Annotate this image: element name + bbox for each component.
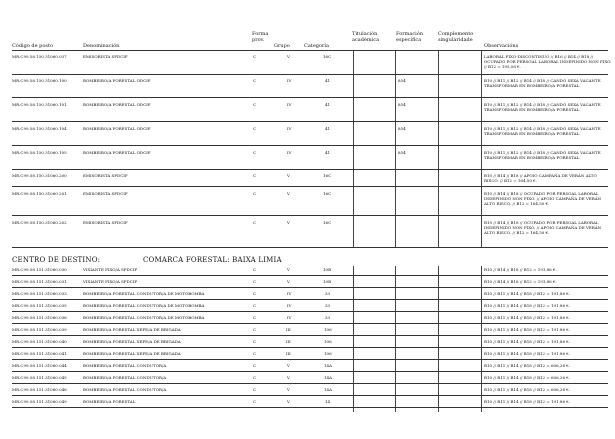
row-rule bbox=[12, 97, 608, 98]
cell-code: MR.C99.58.150.31060.202 bbox=[12, 220, 67, 225]
row-rule bbox=[12, 287, 608, 288]
cell-denominacion: BOMBEIRO/A FORESTAL XEFE/A DE BRIGADA bbox=[83, 351, 181, 356]
cell-categoria: 41 bbox=[325, 150, 331, 155]
row-rule bbox=[12, 169, 608, 170]
cell-denominacion: BOMBEIRO/A FORESTAL CONDUTOR/A DE MOTOBOMBA bbox=[83, 303, 205, 308]
header-formacion: Formación específica bbox=[396, 31, 423, 43]
cell-grupo: IV bbox=[287, 291, 292, 296]
row-rule bbox=[12, 247, 608, 248]
cell-categoria: 14 bbox=[325, 399, 331, 404]
row-rule bbox=[12, 275, 608, 276]
cell-denominacion: BOMBEIRO/A FORESTAL ODCIF bbox=[83, 78, 151, 83]
column-divider bbox=[438, 51, 439, 247]
cell-categoria: 16C bbox=[323, 54, 332, 59]
cell-code: MR.C99.58.151.31060.046 bbox=[12, 387, 67, 392]
cell-categoria: 14A bbox=[324, 375, 332, 380]
cell-forma: C bbox=[253, 150, 257, 155]
cell-categoria: 10B bbox=[323, 267, 332, 272]
cell-observacions: B10 // B11 // B14 // B18 // B12 = 191,86 €. bbox=[484, 399, 571, 404]
row-rule bbox=[12, 383, 608, 384]
cell-grupo: IV bbox=[287, 102, 292, 107]
header-categoria: Categoría bbox=[304, 43, 329, 49]
cell-grupo: V bbox=[287, 54, 290, 59]
cell-denominacion: BOMBEIRO/A FORESTAL ODCIF bbox=[83, 102, 151, 107]
cell-code: MR.C99.58.150.31060.200 bbox=[12, 173, 67, 178]
cell-code: MR.C99.58.151.31060.049 bbox=[12, 399, 67, 404]
header-titulacion: Titulación académica bbox=[352, 31, 380, 43]
cell-observacions: B10 // B11 // B14 // B18 // B12 = 191,86 €. bbox=[484, 315, 571, 320]
cell-grupo: V bbox=[287, 173, 290, 178]
cell-categoria: 106 bbox=[324, 339, 332, 344]
cell-denominacion: VIXIANTE FIXO/A SPDCIF bbox=[83, 267, 138, 272]
cell-forma: C bbox=[253, 267, 257, 272]
cell-grupo: V bbox=[287, 279, 290, 284]
cell-observacions: B10 // B14 // B18 // OCUPADO POR PERSOAL LABORAL INDEFINIDO NON FIXO. // APOIO CAMPAÑA DE VERÁN ALTO RISCO. // B12 = 164,50 €. bbox=[484, 191, 602, 206]
cell-grupo: III bbox=[286, 339, 291, 344]
column-divider bbox=[395, 51, 396, 247]
cell-code: MR.C99.58.151.31060.031 bbox=[12, 279, 67, 284]
row-rule bbox=[12, 311, 608, 312]
row-rule bbox=[12, 215, 608, 216]
cell-denominacion: BOMBEIRO/A FORESTAL ODCIF bbox=[83, 126, 151, 131]
cell-forma: C bbox=[253, 126, 257, 131]
row-rule bbox=[12, 299, 608, 300]
cell-code: MR.C99.58.151.31060.040 bbox=[12, 339, 67, 344]
cell-formacion: 854 bbox=[398, 150, 406, 155]
cell-grupo: III bbox=[286, 351, 291, 356]
cell-categoria: 33 bbox=[325, 315, 331, 320]
cell-forma: C bbox=[253, 220, 257, 225]
row-rule bbox=[12, 359, 608, 360]
cell-observacions: B10 // B11 // B14 // B18 // B12 = 191,86 €. bbox=[484, 327, 571, 332]
cell-grupo: V bbox=[287, 363, 290, 368]
cell-categoria: 106 bbox=[324, 351, 332, 356]
cell-categoria: 41 bbox=[325, 102, 331, 107]
cell-forma: C bbox=[253, 363, 257, 368]
header-codigo: Código de posto bbox=[12, 43, 53, 49]
cell-forma: C bbox=[253, 102, 257, 107]
cell-code: MR.C99.58.150.31060.201 bbox=[12, 191, 67, 196]
cell-forma: C bbox=[253, 54, 257, 59]
cell-code: MR.C99.58.151.31060.036 bbox=[12, 315, 67, 320]
cell-code: MR.C99.58.151.31060.039 bbox=[12, 327, 67, 332]
cell-denominacion: EMISORISTA SPDCIF bbox=[83, 173, 128, 178]
column-divider bbox=[481, 51, 482, 247]
row-rule bbox=[12, 371, 608, 372]
header-complemento: Complemento singularidade bbox=[438, 31, 474, 43]
cell-grupo: IV bbox=[287, 150, 292, 155]
cell-observacions: B10 // B11 // B12 // B14 // B18 // CANDO SEXA VACANTE TRANSFORMAR EN BOMBEIRO/A FORESTAL. bbox=[484, 102, 601, 112]
cell-forma: C bbox=[253, 191, 257, 196]
cell-denominacion: BOMBEIRO/A FORESTAL XEFE/A DE BRIGADA bbox=[83, 327, 181, 332]
cell-code: MR.C99.58.150.31060.037 bbox=[12, 54, 67, 59]
row-rule bbox=[12, 335, 608, 336]
cell-forma: C bbox=[253, 399, 257, 404]
centro-destino-value: COMARCA FORESTAL: BAIXA LIMIA bbox=[143, 256, 282, 264]
cell-forma: C bbox=[253, 387, 257, 392]
cell-denominacion: BOMBEIRO/A FORESTAL CONDUTOR/A DE MOTOBOMBA bbox=[83, 291, 205, 296]
header-rule bbox=[12, 50, 608, 51]
cell-grupo: IV bbox=[287, 315, 292, 320]
cell-code: MR.C99.58.150.31060.100 bbox=[12, 78, 67, 83]
header-grupo: Grupo bbox=[274, 43, 290, 49]
cell-code: MR.C99.58.151.31060.033 bbox=[12, 291, 67, 296]
cell-observacions: B10 // B14 // B18 // B12 = 191,86 €. bbox=[484, 279, 557, 284]
cell-categoria: 33 bbox=[325, 291, 331, 296]
header-forma-prov: Forma prov. bbox=[252, 31, 269, 43]
cell-code: MR.C99.58.151.31060.030 bbox=[12, 267, 67, 272]
cell-formacion: 854 bbox=[398, 102, 406, 107]
cell-categoria: 16C bbox=[323, 220, 332, 225]
cell-code: MR.C99.58.150.31060.104 bbox=[12, 126, 67, 131]
cell-observacions: B10 // B11 // B12 // B14 // B18 // CANDO SEXA VACANTE TRANSFORMAR EN BOMBEIRO/A FORESTAL. bbox=[484, 78, 601, 88]
cell-forma: C bbox=[253, 375, 257, 380]
cell-grupo: V bbox=[287, 399, 290, 404]
cell-categoria: 41 bbox=[325, 78, 331, 83]
cell-observacions: B10 // B14 // B18 // OCUPADO POR PERSOAL LABORAL INDEFINIDO NON FIXO. // APOIO CAMPAÑA DE VERÁN ALTO RISCO. // B12 = 164,50 €. bbox=[484, 220, 602, 235]
cell-code: MR.C99.58.150.31060.105 bbox=[12, 150, 67, 155]
cell-denominacion: EMISORISTA SPDCIF bbox=[83, 54, 128, 59]
cell-observacions: B10 // B14 // B18 // B12 = 191,86 €. bbox=[484, 267, 557, 272]
cell-grupo: V bbox=[287, 375, 290, 380]
cell-grupo: V bbox=[287, 220, 290, 225]
cell-forma: C bbox=[253, 303, 257, 308]
cell-forma: C bbox=[253, 315, 257, 320]
cell-observacions: B10 // B11 // B12 // B14 // B18 // CANDO SEXA VACANTE TRANSFORMAR EN BOMBEIRO/A FORESTAL. bbox=[484, 150, 601, 160]
row-rule bbox=[12, 395, 608, 396]
cell-categoria: 16C bbox=[323, 191, 332, 196]
cell-observacions: B10 // B14 // B18 // APOIO CAMPAÑA DE VERÁN ALTO RISCO. // B12 = 164,50 €. bbox=[484, 173, 597, 183]
centro-destino-label: CENTRO DE DESTINO: bbox=[12, 256, 101, 264]
cell-grupo: IV bbox=[287, 303, 292, 308]
cell-denominacion: EMISORISTA SPDCIF bbox=[83, 220, 128, 225]
cell-categoria: 10B bbox=[323, 279, 332, 284]
row-rule bbox=[12, 347, 608, 348]
cell-observacions: B10 // B11 // B14 // B18 // B12 = 191,86 €. bbox=[484, 291, 571, 296]
cell-code: MR.C99.58.150.31060.101 bbox=[12, 102, 67, 107]
row-rule bbox=[12, 323, 608, 324]
row-rule bbox=[12, 121, 608, 122]
cell-formacion: 854 bbox=[398, 78, 406, 83]
cell-denominacion: VIXIANTE FIXO/A SPDCIF bbox=[83, 279, 138, 284]
cell-observacions: B10 // B11 // B12 // B14 // B18 // CANDO SEXA VACANTE TRANSFORMAR EN BOMBEIRO/A FORESTAL. bbox=[484, 126, 601, 136]
cell-categoria: 106 bbox=[324, 327, 332, 332]
row-rule bbox=[12, 186, 608, 187]
cell-categoria: 41 bbox=[325, 126, 331, 131]
cell-denominacion: BOMBEIRO/A FORESTAL CONDUTOR/A bbox=[83, 387, 167, 392]
header-denominacion: Denominación bbox=[83, 43, 120, 49]
cell-formacion: 854 bbox=[398, 126, 406, 131]
cell-denominacion: BOMBEIRO/A FORESTAL CONDUTOR/A bbox=[83, 375, 167, 380]
cell-observacions: B10 // B11 // B14 // B18 // B12 = 191,86 €. bbox=[484, 303, 571, 308]
cell-forma: C bbox=[253, 291, 257, 296]
cell-observacions: B10 // B11 // B14 // B18 // B12 = 606,26 €. bbox=[484, 387, 571, 392]
cell-grupo: V bbox=[287, 387, 290, 392]
column-divider bbox=[353, 51, 354, 247]
cell-categoria: 33 bbox=[325, 303, 331, 308]
cell-forma: C bbox=[253, 351, 257, 356]
cell-denominacion: EMISORISTA SPDCIF bbox=[83, 191, 128, 196]
cell-grupo: V bbox=[287, 191, 290, 196]
cell-code: MR.C99.58.151.31060.044 bbox=[12, 363, 67, 368]
cell-grupo: IV bbox=[287, 78, 292, 83]
cell-denominacion: BOMBEIRO/A FORESTAL CONDUTOR/A DE MOTOBOMBA bbox=[83, 315, 205, 320]
cell-forma: C bbox=[253, 339, 257, 344]
row-rule bbox=[12, 74, 608, 75]
header-observacions: Observacións bbox=[484, 43, 519, 49]
cell-categoria: 14A bbox=[324, 387, 332, 392]
cell-observacions: B10 // B11 // B14 // B18 // B12 = 191,86 €. bbox=[484, 339, 571, 344]
cell-categoria: 14A bbox=[324, 363, 332, 368]
cell-observacions: B10 // B11 // B14 // B18 // B12 = 606,26 €. bbox=[484, 363, 571, 368]
cell-grupo: V bbox=[287, 267, 290, 272]
cell-forma: C bbox=[253, 327, 257, 332]
cell-grupo: III bbox=[286, 327, 291, 332]
row-rule bbox=[12, 145, 608, 146]
cell-observacions: B10 // B11 // B14 // B18 // B12 = 191,86 €. bbox=[484, 351, 571, 356]
cell-forma: C bbox=[253, 78, 257, 83]
cell-code: MR.C99.58.151.31060.045 bbox=[12, 375, 67, 380]
cell-code: MR.C99.58.151.31060.041 bbox=[12, 351, 67, 356]
cell-denominacion: BOMBEIRO/A FORESTAL ODCIF bbox=[83, 150, 151, 155]
cell-observacions: LABORAL FIXO-DISCONTINUO // B16 // B14 // B18 // OCUPADO POR PERSOAL LABORAL INDEFINIDO NON FIXO. // B12 = 195,58 €. bbox=[484, 54, 612, 69]
cell-forma: C bbox=[253, 173, 257, 178]
cell-categoria: 16C bbox=[323, 173, 332, 178]
cell-observacions: B10 // B11 // B14 // B18 // B12 = 606,26 €. bbox=[484, 375, 571, 380]
cell-denominacion: BOMBEIRO/A FORESTAL bbox=[83, 399, 136, 404]
cell-forma: C bbox=[253, 279, 257, 284]
cell-code: MR.C99.58.151.31060.035 bbox=[12, 303, 67, 308]
cell-denominacion: BOMBEIRO/A FORESTAL XEFE/A DE BRIGADA bbox=[83, 339, 181, 344]
cell-grupo: IV bbox=[287, 126, 292, 131]
cell-denominacion: BOMBEIRO/A FORESTAL CONDUTOR/A bbox=[83, 363, 167, 368]
row-rule bbox=[12, 407, 608, 408]
